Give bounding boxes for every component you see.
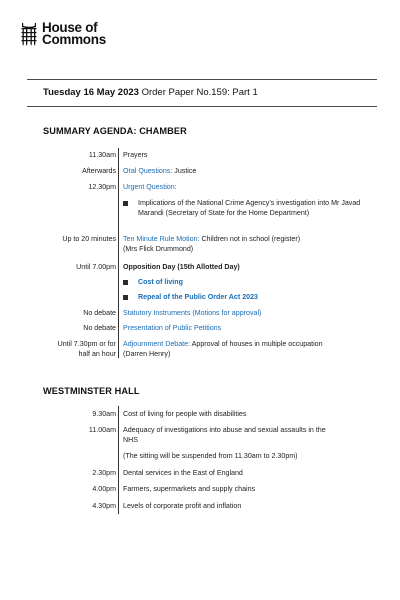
statutory-instruments-link[interactable]: Statutory Instruments (Motions for approval) xyxy=(123,309,262,317)
agenda-divider-line xyxy=(118,148,119,358)
agenda-time: Up to 20 minutes xyxy=(62,235,116,243)
portcullis-icon xyxy=(20,22,38,48)
urgent-question-link[interactable]: Urgent Question: xyxy=(123,183,177,191)
agenda-item: Cost of living for people with disabilities xyxy=(123,410,247,418)
public-petitions-link[interactable]: Presentation of Public Petitions xyxy=(123,324,222,332)
agenda-time: 12.30pm xyxy=(88,183,116,191)
agenda-item: Dental services in the East of England xyxy=(123,469,243,477)
cost-of-living-link[interactable]: Cost of living xyxy=(138,278,183,286)
order-paper-number: Order Paper No.159: Part 1 xyxy=(141,87,258,98)
agenda-time: Until 7.00pm xyxy=(76,263,116,271)
sitting-date: Tuesday 16 May 2023 xyxy=(43,87,139,98)
agenda-item: Prayers xyxy=(123,151,148,159)
agenda-time: 9.30am xyxy=(92,410,116,418)
repeal-public-order-act-link[interactable]: Repeal of the Public Order Act 2023 xyxy=(138,293,258,301)
agenda-divider-line xyxy=(118,406,119,514)
agenda-item xyxy=(123,234,359,254)
agenda-item: Opposition Day (15th Allotted Day) xyxy=(123,263,240,271)
agenda-item-text: Adequacy of investigations into abuse and sexual assaults in the xyxy=(123,426,326,434)
bullet-square-icon xyxy=(123,295,128,300)
agenda-item-text: Justice xyxy=(174,167,197,175)
agenda-item-text: Implications of the National Crime Agency’s investigation into Mr Javad Marandi (Secretary of State for the Home Department) xyxy=(138,199,361,217)
oral-questions-link[interactable]: Oral Questions: xyxy=(123,167,173,175)
logo-line-1: House of xyxy=(42,20,98,35)
agenda-item-text: Approval of houses in multiple occupation xyxy=(191,340,323,348)
agenda-item-text: NHS xyxy=(123,436,138,444)
agenda-time: No debate xyxy=(83,324,116,332)
bottom-divider xyxy=(27,106,377,107)
order-paper-title xyxy=(43,87,258,98)
agenda-time: No debate xyxy=(83,309,116,317)
westminster-hall-heading: WESTMINSTER HALL xyxy=(43,386,140,396)
agenda-time: Afterwards xyxy=(82,167,116,175)
chamber-heading: SUMMARY AGENDA: CHAMBER xyxy=(43,126,187,136)
agenda-item-member: (Mrs Flick Drummond) xyxy=(123,245,194,253)
agenda-item: Farmers, supermarkets and supply chains xyxy=(123,485,256,493)
ten-minute-rule-motion-link[interactable]: Ten Minute Rule Motion: xyxy=(123,235,200,243)
bullet-square-icon xyxy=(123,201,128,206)
adjournment-debate-link[interactable]: Adjournment Debate: xyxy=(123,340,191,348)
top-divider xyxy=(27,79,377,80)
agenda-time: 11.30am xyxy=(88,151,116,159)
agenda-time: 4.00pm xyxy=(92,485,116,493)
agenda-time xyxy=(58,339,116,359)
logo-line-2: Commons xyxy=(42,32,106,47)
bullet-square-icon xyxy=(123,280,128,285)
agenda-time-line-1: Until 7.30pm or for xyxy=(57,340,116,348)
agenda-time: 2.30pm xyxy=(92,469,116,477)
agenda-item-text: Children not in school (register) xyxy=(201,235,301,243)
agenda-item-member: (Darren Henry) xyxy=(123,350,171,358)
agenda-item xyxy=(123,166,359,176)
agenda-time-line-2: half an hour xyxy=(78,350,116,358)
sitting-suspension-note: (The sitting will be suspended from 11.30am to 2.30pm) xyxy=(123,452,298,460)
agenda-item xyxy=(123,339,359,359)
agenda-time: 11.00am xyxy=(88,426,116,434)
agenda-item: Levels of corporate profit and inflation xyxy=(123,502,242,510)
house-of-commons-logo xyxy=(20,22,106,48)
logo-wordmark xyxy=(42,22,106,46)
agenda-item xyxy=(123,425,359,445)
agenda-time: 4.30pm xyxy=(92,502,116,510)
